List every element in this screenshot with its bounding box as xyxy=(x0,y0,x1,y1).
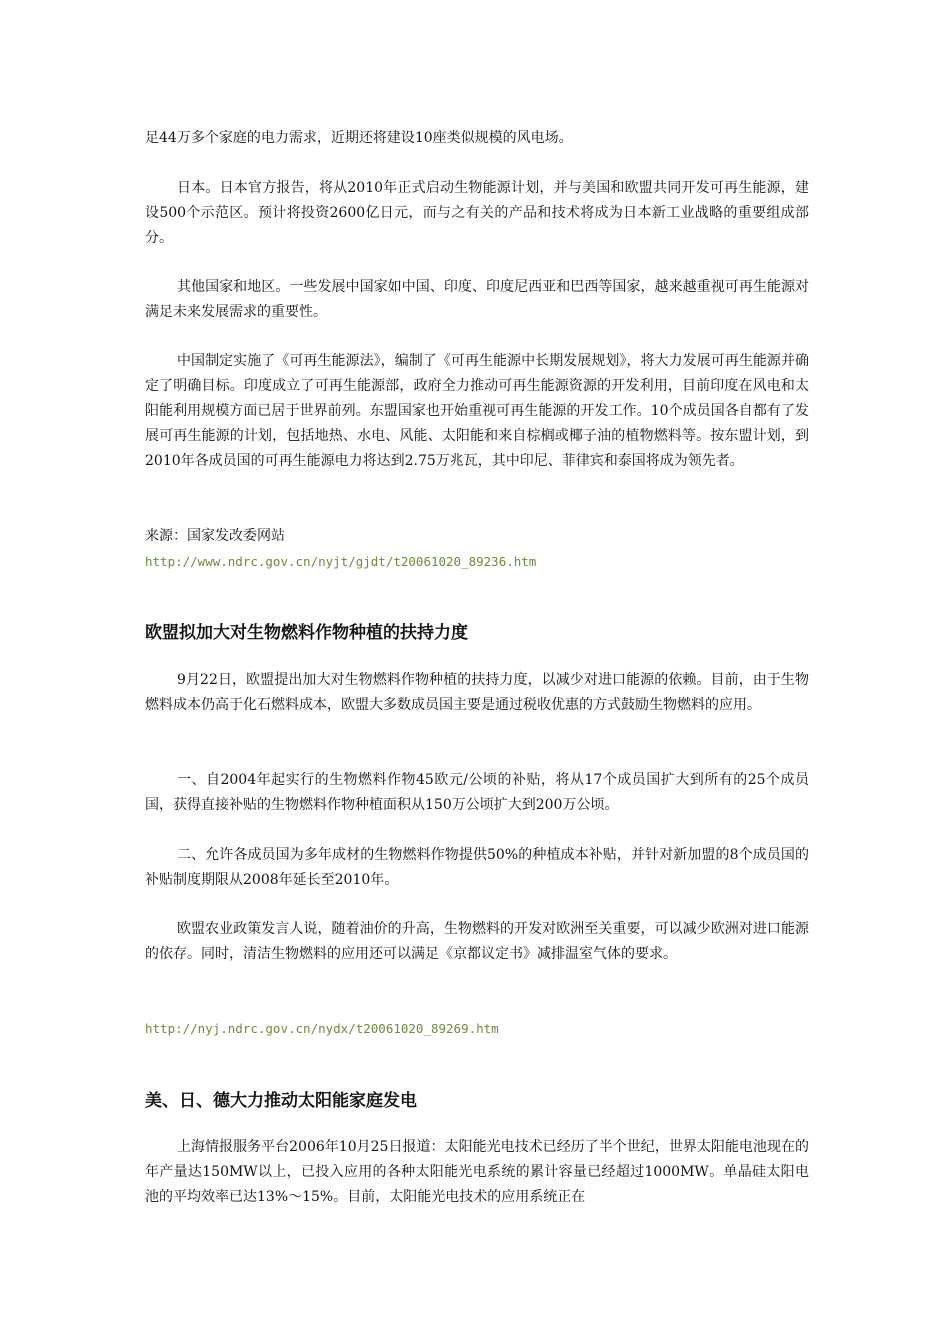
source-label: 来源：国家发改委网站 xyxy=(145,528,285,544)
paragraph-wind-farm: 足44万多个家庭的电力需求，近期还将建设10座类似规模的风电场。 xyxy=(145,130,573,146)
paragraph-eu-point-one: 一、自2004年起实行的生物燃料作物45欧元/公顷的补贴，将从17个成员国扩大到所有的25个成员国，获得直接补贴的生物燃料作物种植面积从150万公顷扩大到200万公顷。 xyxy=(145,772,809,813)
paragraph-solar-intro: 上海情报服务平台2006年10月25日报道：太阳能光电技术已经历了半个世纪，世界太阳能电池现在的年产量达150MW以上，已投入应用的各种太阳能光电系统的累计容量已经超过1000MW。单晶硅太阳电池的平均效率已达13%～15%。目前，太阳能光电技术的应用系统正在 xyxy=(145,1139,809,1205)
paragraph-other-countries: 其他国家和地区。一些发展中国家如中国、印度、印度尼西亚和巴西等国家，越来越重视可再生能源对满足未来发展需求的重要性。 xyxy=(145,279,809,320)
article-title-solar-power: 美、日、德大力推动太阳能家庭发电 xyxy=(145,1091,417,1111)
source-url-link[interactable]: http://www.ndrc.gov.cn/nyjt/gjdt/t20061020_89236.htm xyxy=(145,554,537,569)
paragraph-eu-point-two: 二、允许各成员国为多年成材的生物燃料作物提供50%的种植成本补贴，并针对新加盟的8个成员国的补贴制度期限从2008年延长至2010年。 xyxy=(145,847,809,888)
paragraph-china-india-asean: 中国制定实施了《可再生能源法》，编制了《可再生能源中长期发展规划》，将大力发展可再生能源并确定了明确目标。印度成立了可再生能源部，政府全力推动可再生能源资源的开发利用，目前印度在风电和太阳能利用规模方面已居于世界前列。东盟国家也开始重视可再生能源的开发工作。10个成员国各自都有了发展可再生能源的计划，包括地热、水电、风能、太阳能和来自棕榈或椰子油的植物燃料等。按东盟计划，到2010年各成员国的可再生能源电力将达到2.75万兆瓦，其中印尼、菲律宾和泰国将成为领先者。 xyxy=(145,353,809,469)
paragraph-eu-intro: 9月22日，欧盟提出加大对生物燃料作物种植的扶持力度，以减少对进口能源的依赖。目前，由于生物燃料成本仍高于化石燃料成本，欧盟大多数成员国主要是通过税收优惠的方式鼓励生物燃料的应用。 xyxy=(145,672,809,713)
paragraph-japan: 日本。日本官方报告，将从2010年正式启动生物能源计划，并与美国和欧盟共同开发可再生能源，建设500个示范区。预计将投资2600亿日元，而与之有关的产品和技术将成为日本新工业战略的重要组成部分。 xyxy=(145,180,809,246)
paragraph-eu-spokesman: 欧盟农业政策发言人说，随着油价的升高，生物燃料的开发对欧洲至关重要，可以减少欧洲对进口能源的依存。同时，清洁生物燃料的应用还可以满足《京都议定书》减排温室气体的要求。 xyxy=(145,921,809,962)
article-title-eu-biofuel: 欧盟拟加大对生物燃料作物种植的扶持力度 xyxy=(145,623,468,643)
eu-article-url-link[interactable]: http://nyj.ndrc.gov.cn/nydx/t20061020_89269.htm xyxy=(145,1021,499,1036)
